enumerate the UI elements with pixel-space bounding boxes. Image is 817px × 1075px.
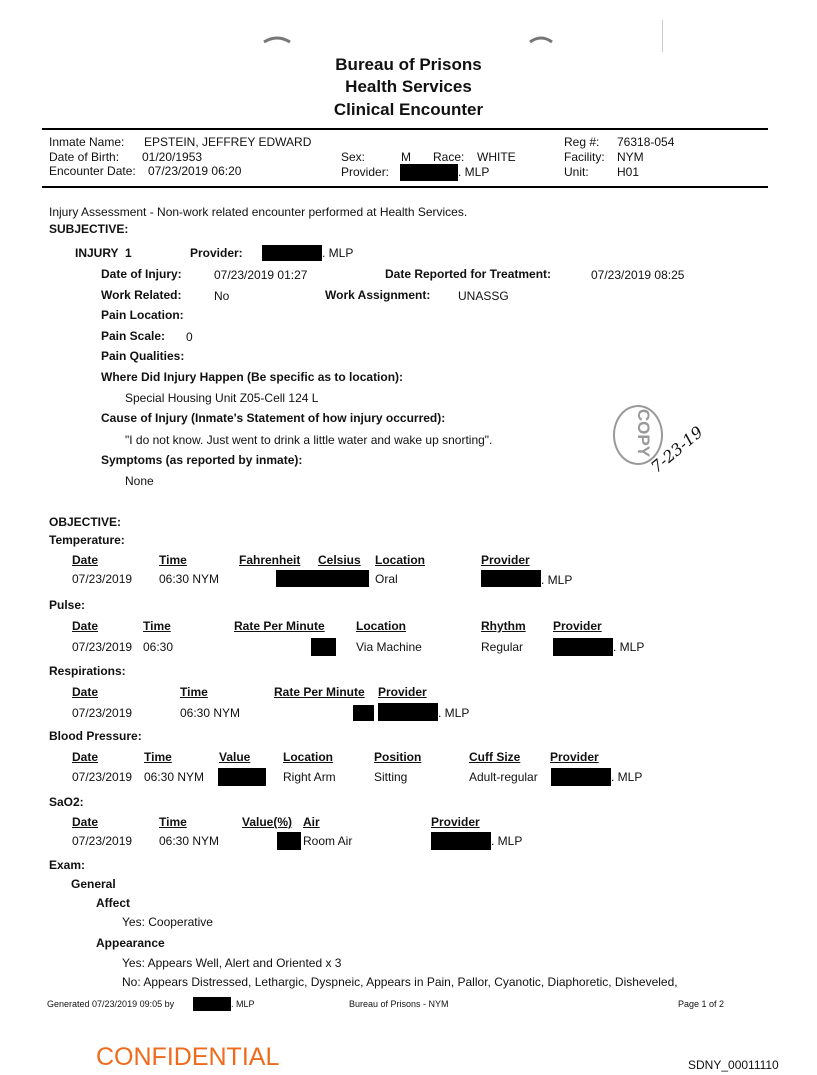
col-header: Fahrenheit [239,553,301,567]
respirations-label: Respirations: [49,664,126,678]
bp-cuff-size: Adult-regular [469,770,538,784]
redaction [481,570,541,587]
work-assignment-label: Work Assignment: [325,288,431,302]
bp-time: 06:30 NYM [144,770,205,784]
encounter-value: 07/23/2019 06:20 [148,164,242,178]
header-line3: Clinical Encounter [333,100,484,119]
temp-date: 07/23/2019 [72,572,133,586]
temp-location: Oral [375,572,398,586]
redaction [276,570,369,587]
exam-appearance-yes: Yes: Appears Well, Alert and Oriented x 3 [122,956,342,970]
scan-line [662,20,663,52]
divider [42,128,768,130]
bp-date: 07/23/2019 [72,770,133,784]
sao2-air: Room Air [303,834,353,848]
redaction [553,638,613,656]
redaction [277,832,301,850]
footer-center: Bureau of Prisons - NYM [349,999,449,1009]
col-header: Location [283,750,333,764]
pulse-provider-suffix: . MLP [613,640,645,654]
col-header: Rate Per Minute [274,685,365,699]
col-header: Location [356,619,406,633]
footer-generated-suffix: . MLP [231,999,255,1009]
redaction [378,703,438,721]
sao2-date: 07/23/2019 [72,834,133,848]
injury-label: INJURY 1 [75,246,132,260]
copy-stamp-text: COPY [634,408,654,458]
col-header: Rate Per Minute [234,619,325,633]
sex-label: Sex: [341,150,366,164]
col-header: Provider [481,553,530,567]
unit-label: Unit: [564,165,589,179]
scan-mark [262,34,292,44]
injury-provider-label: Provider: [190,246,243,260]
where-value: Special Housing Unit Z05-Cell 124 L [125,391,319,405]
redaction [400,164,458,181]
col-header: Provider [378,685,427,699]
col-header: Provider [431,815,480,829]
stamp-handwritten-date: 7-23-19 [647,422,707,477]
pulse-time: 06:30 [143,640,174,654]
reg-label: Reg #: [564,135,600,149]
col-header: Cuff Size [469,750,521,764]
exam-appearance: Appearance [96,936,165,950]
sex-value: M [401,150,411,164]
exam-affect-value: Yes: Cooperative [122,915,213,929]
pain-location-label: Pain Location: [101,308,184,322]
redaction [218,768,266,786]
doi-value: 07/23/2019 01:27 [214,268,308,282]
sao2-label: SaO2: [49,795,84,809]
pain-qualities-label: Pain Qualities: [101,349,185,363]
pain-scale-label: Pain Scale: [101,329,166,343]
confidential-label: CONFIDENTIAL [96,1043,280,1071]
cause-label: Cause of Injury (Inmate's Statement of how injury occurred): [101,411,446,425]
col-header: Provider [553,619,602,633]
race-value: WHITE [477,150,516,164]
pulse-date: 07/23/2019 [72,640,133,654]
pulse-label: Pulse: [49,598,86,612]
work-assignment-value: UNASSG [458,289,509,303]
subjective-heading: SUBJECTIVE: [49,222,129,236]
facility-value: NYM [617,150,644,164]
temp-time: 06:30 NYM [159,572,220,586]
reg-value: 76318-054 [617,135,675,149]
objective-heading: OBJECTIVE: [49,515,122,529]
footer-generated: Generated 07/23/2019 09:05 by [47,999,175,1009]
sao2-provider-suffix: . MLP [491,834,523,848]
sao2-time: 06:30 NYM [159,834,220,848]
col-header: Time [159,553,187,567]
col-header: Rhythm [481,619,526,633]
temp-provider-suffix: . MLP [541,573,573,587]
redaction [262,245,322,261]
redaction [551,768,611,786]
intro-text: Injury Assessment - Non-work related encounter performed at Health Services. [49,205,468,219]
dob-value: 01/20/1953 [142,150,203,164]
col-header: Date [72,685,99,699]
redaction [431,832,491,850]
encounter-label: Encounter Date: [49,164,136,178]
bates-number: SDNY_00011110 [688,1058,779,1072]
col-header: Air [303,815,320,829]
col-header: Value [219,750,251,764]
dob-label: Date of Birth: [49,150,120,164]
pulse-rhythm: Regular [481,640,524,654]
col-header: Date [72,750,99,764]
col-header: Date [72,815,99,829]
redaction [311,638,336,656]
divider [42,186,768,188]
pain-scale-value: 0 [186,330,193,344]
temperature-label: Temperature: [49,533,125,547]
facility-label: Facility: [564,150,605,164]
resp-provider-suffix: . MLP [438,706,470,720]
cause-value: "I do not know. Just went to drink a little water and wake up snorting". [125,433,493,447]
redaction [353,705,374,721]
exam-appearance-no: No: Appears Distressed, Lethargic, Dyspneic, Appears in Pain, Pallor, Cyanotic, Diaphoretic, Disheveled, [122,975,678,989]
exam-general: General [71,877,116,891]
provider-label: Provider: [341,165,390,179]
inmate-label: Inmate Name: [49,135,125,149]
col-header: Date [72,619,99,633]
col-header: Position [374,750,422,764]
col-header: Celsius [318,553,361,567]
pulse-location: Via Machine [356,640,422,654]
inmate-value: EPSTEIN, JEFFREY EDWARD [144,135,312,149]
col-header: Time [143,619,171,633]
date-reported-value: 07/23/2019 08:25 [591,268,685,282]
col-header: Date [72,553,99,567]
header-line2: Health Services [345,77,472,96]
race-label: Race: [433,150,465,164]
symptoms-value: None [125,474,154,488]
col-header: Value(%) [242,815,293,829]
unit-value: H01 [617,165,640,179]
where-label: Where Did Injury Happen (Be specific as to location): [101,370,404,384]
work-related-label: Work Related: [101,288,182,302]
redaction [193,997,231,1011]
work-related-value: No [214,289,230,303]
col-header: Time [159,815,187,829]
provider-suffix: . MLP [458,165,490,179]
footer-page: Page 1 of 2 [678,999,725,1009]
exam-label: Exam: [49,858,86,872]
bp-position: Sitting [374,770,408,784]
bp-location: Right Arm [283,770,336,784]
resp-date: 07/23/2019 [72,706,133,720]
col-header: Location [375,553,425,567]
blood-pressure-label: Blood Pressure: [49,729,142,743]
scan-mark [528,34,554,44]
col-header: Provider [550,750,599,764]
exam-affect: Affect [96,896,131,910]
symptoms-label: Symptoms (as reported by inmate): [101,453,303,467]
date-reported-label: Date Reported for Treatment: [385,267,552,281]
injury-provider-suffix: . MLP [322,246,354,260]
resp-time: 06:30 NYM [180,706,241,720]
header-line1: Bureau of Prisons [335,55,482,74]
doi-label: Date of Injury: [101,267,182,281]
col-header: Time [180,685,208,699]
col-header: Time [144,750,172,764]
bp-provider-suffix: . MLP [611,770,643,784]
